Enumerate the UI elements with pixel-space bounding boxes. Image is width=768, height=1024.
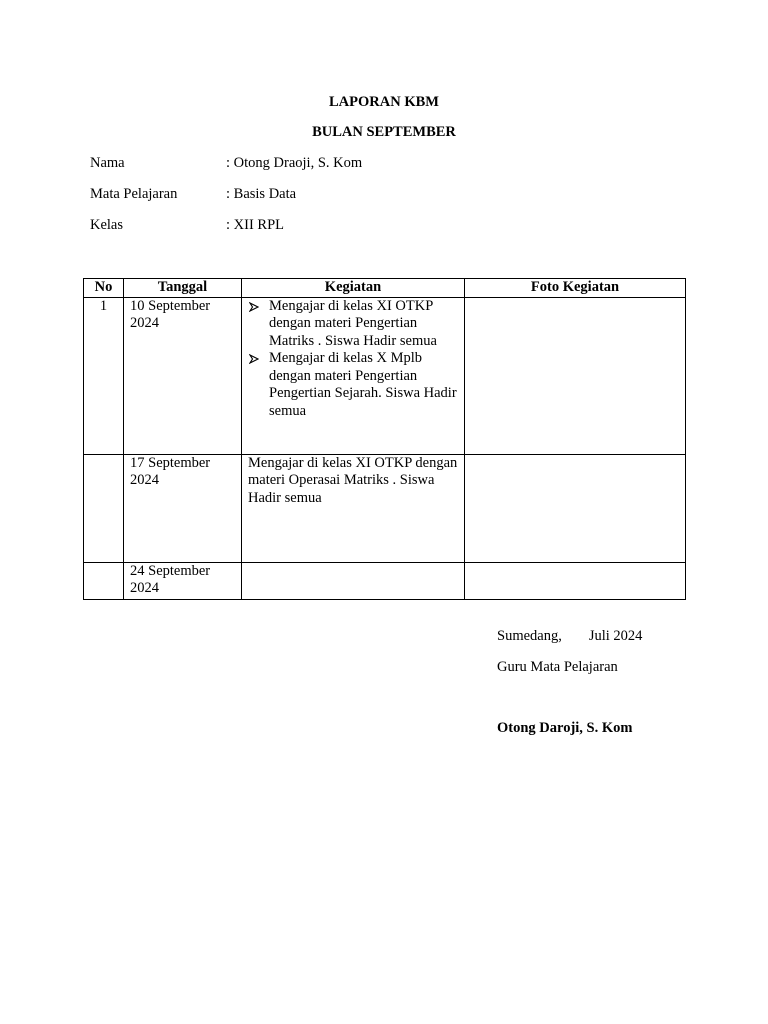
nama-value: : Otong Draoji, S. Kom — [226, 155, 363, 171]
cell-kegiatan: Mengajar di kelas XI OTKP dengan materi Operasai Matriks . Siswa Hadir semua — [242, 454, 465, 562]
header-kegiatan: Kegiatan — [242, 279, 465, 298]
table-row — [84, 562, 686, 599]
signature-place-date — [497, 628, 737, 645]
kelas-value: : XII RPL — [226, 217, 284, 233]
list-item — [248, 350, 458, 420]
cell-tanggal: 10 September 2024 — [124, 297, 242, 454]
cell-kegiatan — [242, 562, 465, 599]
header-foto-kegiatan: Foto Kegiatan — [465, 279, 686, 298]
cell-foto — [465, 297, 686, 454]
kegiatan-item-text: Mengajar di kelas XI OTKP dengan materi Pengertian Matriks . Siswa Hadir semua — [269, 297, 437, 349]
cell-no — [84, 562, 124, 599]
kegiatan-item-text: Mengajar di kelas X Mplb dengan materi Pengertian Pengertian Sejarah. Siswa Hadir semua — [269, 350, 457, 419]
cell-kegiatan — [242, 297, 465, 454]
kbm-table — [83, 278, 686, 600]
signature-date: Juli 2024 — [588, 628, 643, 644]
cell-tanggal: 17 September 2024 — [124, 454, 242, 562]
cell-tanggal: 24 September 2024 — [124, 562, 242, 599]
cell-no: 1 — [84, 297, 124, 454]
signature-place: Sumedang, — [497, 628, 562, 644]
nama-label: Nama — [90, 155, 125, 171]
mapel-value: : Basis Data — [226, 186, 297, 202]
signature-name: Otong Daroji, S. Kom — [497, 720, 633, 736]
report-subtitle: BULAN SEPTEMBER — [312, 124, 456, 140]
info-row-kelas — [90, 217, 610, 237]
info-row-nama — [90, 155, 610, 175]
cell-foto — [465, 562, 686, 599]
list-item — [248, 298, 458, 351]
info-row-mata-pelajaran — [90, 186, 610, 206]
header-no: No — [84, 279, 124, 298]
table-row — [84, 297, 686, 454]
table-row — [84, 454, 686, 562]
kelas-label: Kelas — [90, 217, 124, 233]
cell-no — [84, 454, 124, 562]
arrow-bullet-icon — [249, 302, 259, 312]
arrow-bullet-icon — [249, 354, 259, 364]
header-tanggal: Tanggal — [124, 279, 242, 298]
signature-role: Guru Mata Pelajaran — [497, 659, 618, 675]
table-header-row — [84, 279, 686, 298]
kegiatan-list — [248, 298, 458, 421]
report-title: LAPORAN KBM — [329, 94, 439, 110]
cell-foto — [465, 454, 686, 562]
mapel-label: Mata Pelajaran — [90, 186, 178, 202]
